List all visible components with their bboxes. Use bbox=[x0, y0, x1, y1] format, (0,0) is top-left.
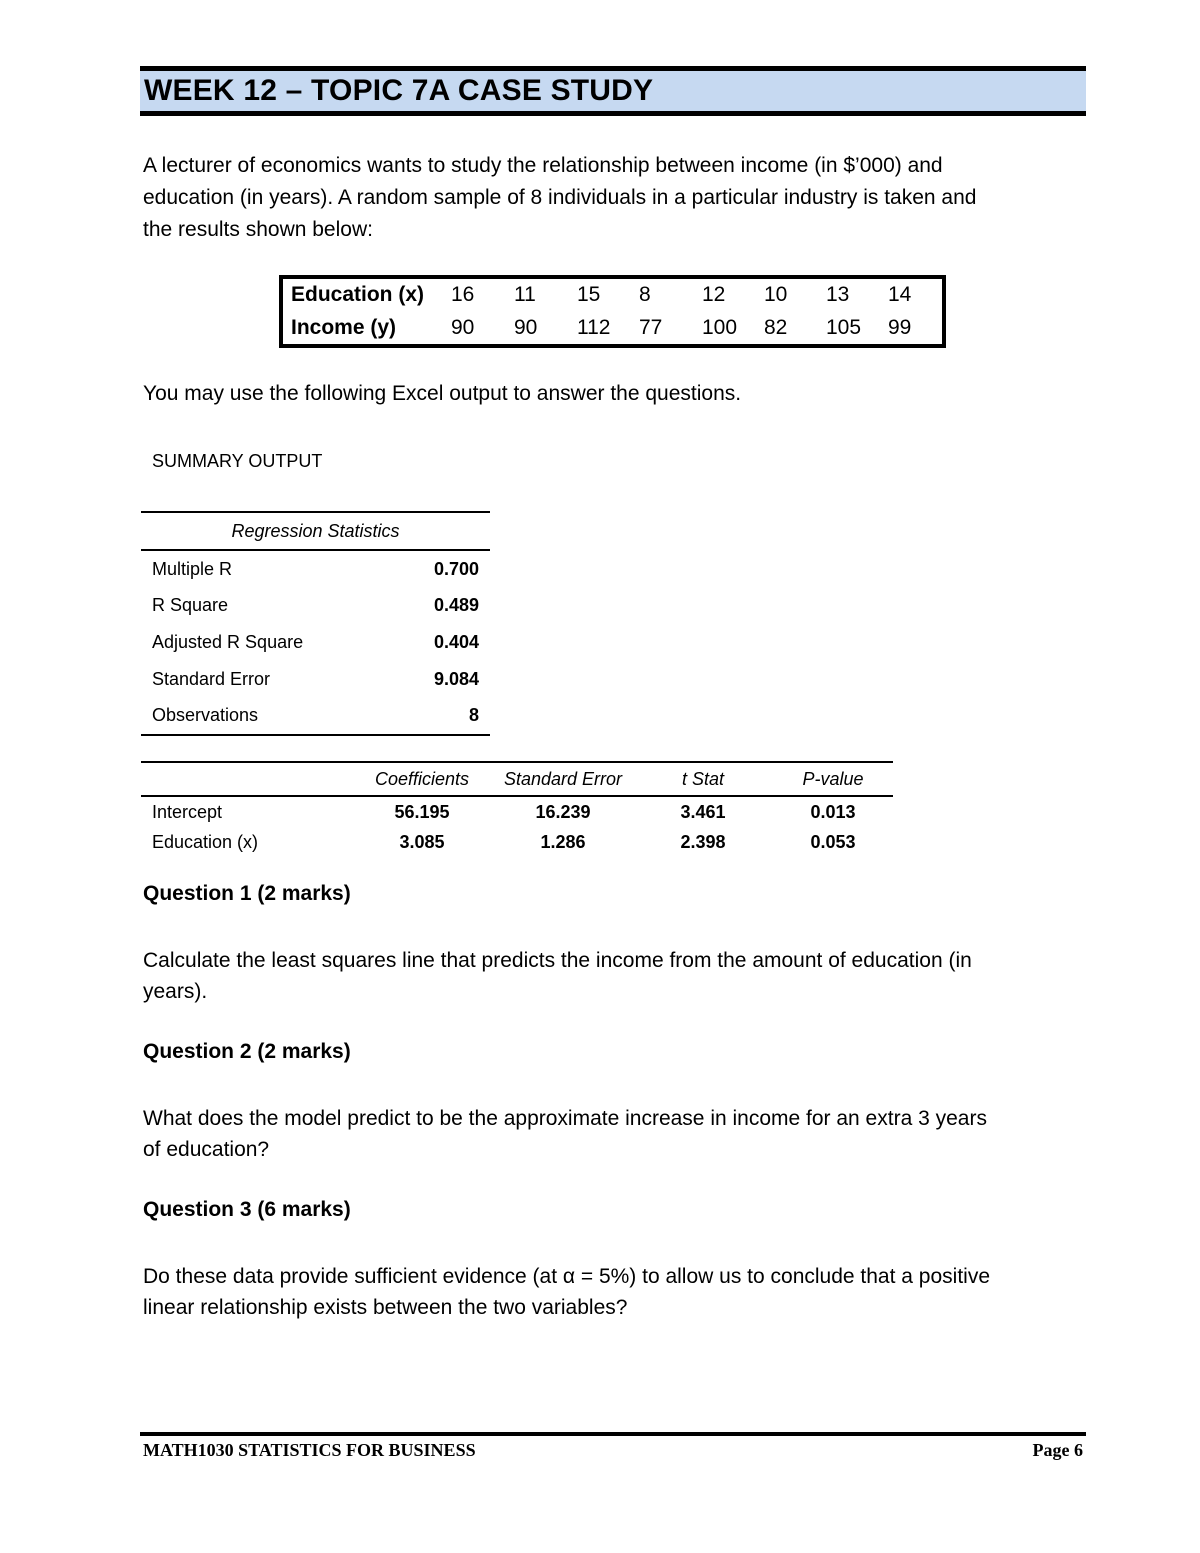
table-cell: 10 bbox=[764, 283, 788, 307]
stat-label: Multiple R bbox=[152, 558, 233, 579]
table-cell: 90 bbox=[451, 315, 475, 339]
intro-line: A lecturer of economics wants to study the relationship between income (in $’000) and bbox=[143, 154, 943, 177]
intro-line: education (in years). A random sample of 8 individuals in a particular industry is taken and bbox=[143, 186, 977, 209]
stat-value: 8 bbox=[400, 697, 490, 735]
table-header-row bbox=[141, 762, 893, 796]
stat-label: Adjusted R Square bbox=[152, 631, 304, 652]
question-line: What does the model predict to be the approximate increase in income for an extra 3 years bbox=[143, 1107, 987, 1130]
coefficients-table bbox=[141, 761, 893, 857]
column-header: P-value bbox=[773, 762, 893, 796]
table-cell: 0.053 bbox=[810, 831, 856, 852]
intro-line: the results shown below: bbox=[143, 218, 373, 241]
question-3-heading: Question 3 (6 marks) bbox=[143, 1198, 351, 1221]
column-header: Coefficients bbox=[351, 762, 493, 796]
sample-data-table bbox=[279, 275, 946, 348]
table-cell: 3.461 bbox=[680, 801, 726, 822]
table-row bbox=[141, 588, 490, 625]
stat-value: 0.404 bbox=[433, 631, 479, 652]
table-cell: 3.085 bbox=[399, 831, 445, 852]
regression-statistics-table bbox=[141, 511, 490, 736]
table-cell: 16.239 bbox=[535, 801, 591, 822]
footer-page-number: Page 6 bbox=[1032, 1440, 1083, 1460]
table-cell: 82 bbox=[764, 315, 788, 339]
row-label: Education (x) bbox=[291, 283, 425, 307]
stat-value: 0.700 bbox=[433, 558, 479, 579]
table-cell: 112 bbox=[577, 315, 611, 339]
intro-paragraph bbox=[143, 150, 1088, 246]
column-header: t Stat bbox=[633, 762, 773, 796]
table-cell: 16 bbox=[451, 283, 475, 307]
footer-divider bbox=[140, 1432, 1086, 1436]
title-bar bbox=[140, 66, 1086, 116]
table-row bbox=[141, 697, 490, 735]
question-line: of education? bbox=[143, 1138, 270, 1161]
table-row bbox=[141, 550, 490, 588]
table-cell: 8 bbox=[639, 283, 651, 307]
stat-value: 9.084 bbox=[433, 668, 479, 689]
stat-label: R Square bbox=[152, 595, 229, 616]
table-cell: 13 bbox=[826, 283, 850, 307]
table-cell: 77 bbox=[639, 315, 663, 339]
row-label: Income (y) bbox=[291, 315, 397, 339]
table-row bbox=[281, 277, 944, 312]
row-label: Intercept bbox=[152, 801, 223, 822]
table-cell: 15 bbox=[577, 283, 601, 307]
table-row bbox=[281, 312, 944, 347]
question-1-heading: Question 1 (2 marks) bbox=[143, 882, 351, 905]
table-cell: 0.013 bbox=[810, 801, 856, 822]
regression-statistics-header: Regression Statistics bbox=[141, 512, 490, 550]
table-cell: 11 bbox=[514, 283, 536, 307]
table-cell: 90 bbox=[514, 315, 538, 339]
summary-output-label: SUMMARY OUTPUT bbox=[152, 451, 323, 471]
table-header-row bbox=[141, 512, 490, 550]
footer-course-title: MATH1030 STATISTICS FOR BUSINESS bbox=[143, 1440, 476, 1460]
table-cell: 1.286 bbox=[540, 831, 586, 852]
question-line: Calculate the least squares line that predicts the income from the amount of education (in bbox=[143, 949, 972, 972]
column-header bbox=[141, 762, 351, 796]
question-line: linear relationship exists between the two variables? bbox=[143, 1296, 628, 1319]
table-cell: 105 bbox=[826, 315, 862, 339]
table-row bbox=[141, 624, 490, 661]
question-line: years). bbox=[143, 980, 208, 1003]
excel-note: You may use the following Excel output to answer the questions. bbox=[143, 382, 742, 405]
stat-value: 0.489 bbox=[433, 595, 479, 616]
table-cell: 100 bbox=[702, 315, 738, 339]
question-1-text bbox=[143, 945, 1093, 1007]
question-line: Do these data provide sufficient evidence (at α = 5%) to allow us to conclude that a positive bbox=[143, 1265, 990, 1288]
question-2-heading: Question 2 (2 marks) bbox=[143, 1040, 351, 1063]
row-label: Education (x) bbox=[152, 831, 259, 852]
stat-label: Standard Error bbox=[152, 668, 271, 689]
question-2-text bbox=[143, 1103, 1093, 1165]
table-cell: 56.195 bbox=[394, 801, 450, 822]
table-row bbox=[141, 661, 490, 698]
table-cell: 14 bbox=[888, 283, 912, 307]
page-title: WEEK 12 – TOPIC 7A CASE STUDY bbox=[144, 74, 654, 107]
table-cell: 99 bbox=[888, 315, 912, 339]
table-cell: 2.398 bbox=[680, 831, 726, 852]
table-row bbox=[141, 827, 893, 857]
stat-label: Observations bbox=[141, 697, 400, 735]
column-header: Standard Error bbox=[493, 762, 633, 796]
table-cell: 12 bbox=[702, 283, 726, 307]
table-row bbox=[141, 796, 893, 827]
question-3-text bbox=[143, 1261, 1093, 1323]
